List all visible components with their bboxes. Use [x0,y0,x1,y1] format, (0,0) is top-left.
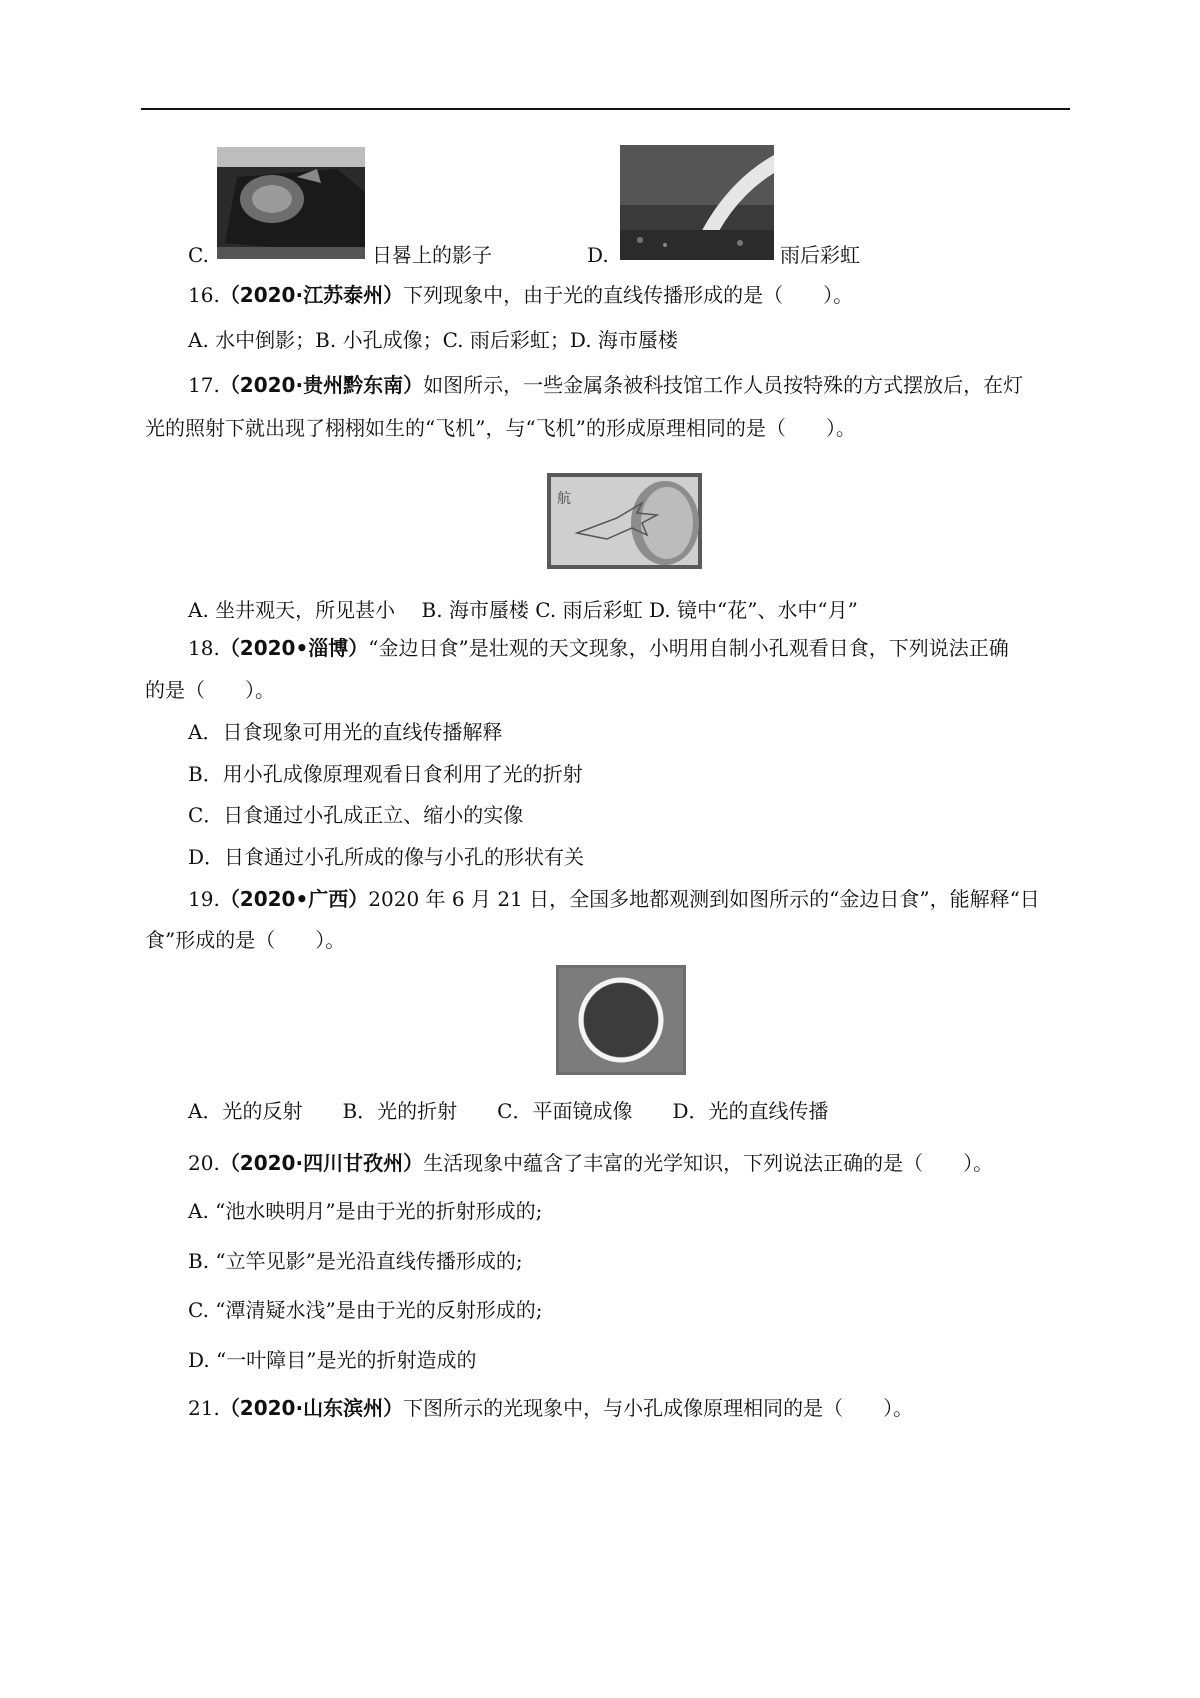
q17-number: 17. [188,373,220,397]
q17-options: A. 坐井观天，所见甚小 B. 海市蜃楼 C. 雨后彩虹 D. 镜中“花”、水中“月” [188,598,858,622]
q18-question-part1: “金边日食”是壮观的天文现象，小明用自制小孔观看日食，下列说法正确 [368,636,1009,660]
q16-question: 下列现象中，由于光的直线传播形成的是（ ）。 [403,283,854,307]
svg-text:航: 航 [557,491,571,507]
q21-stem [188,1394,913,1422]
header-rule [141,108,1070,110]
q20-source: （2020·四川甘孜州） [219,1151,424,1175]
q18-source: （2020•淄博） [219,636,369,660]
q17-source: （2020·贵州黔东南） [219,373,424,397]
q17-question-part1: 如图所示，一些金属条被科技馆工作人员按特殊的方式摆放后，在灯 [423,373,1024,397]
q18-stem-line1 [188,634,1009,662]
q18-stem-line2: 的是（ ）。 [145,678,275,702]
q19-number: 19. [188,887,220,911]
q16-options: A. 水中倒影；B. 小孔成像；C. 雨后彩虹；D. 海市蜃楼 [188,328,678,352]
q18-option-b: B．用小孔成像原理观看日食利用了光的折射 [188,762,583,786]
q19-source: （2020•广西） [219,887,369,911]
q19-question-part1: 2020 年 6 月 21 日，全国多地都观测到如图所示的“金边日食”，能解释“日 [368,887,1040,911]
q21-question: 下图所示的光现象中，与小孔成像原理相同的是（ ）。 [403,1396,914,1420]
q21-number: 21. [188,1396,220,1420]
q18-number: 18. [188,636,220,660]
q18-option-d: D．日食通过小孔所成的像与小孔的形状有关 [188,845,585,869]
airplane-light-photo [547,473,702,569]
q18-option-a: A．日食现象可用光的直线传播解释 [188,720,503,744]
q19-options: A．光的反射 B．光的折射 C．平面镜成像 D．光的直线传播 [188,1099,829,1123]
q20-option-d: D. “一叶障目”是光的折射造成的 [188,1348,477,1372]
q15-option-d-text: 雨后彩虹 [780,243,860,267]
q18-option-c: C．日食通过小孔成正立、缩小的实像 [188,803,524,827]
sundial-shadow-photo [217,147,365,259]
q16-number: 16. [188,283,220,307]
q15-option-c-text: 日晷上的影子 [372,243,492,267]
q20-question: 生活现象中蕴含了丰富的光学知识，下列说法正确的是（ ）。 [423,1151,994,1175]
q16-stem [188,281,853,309]
q17-stem-line1 [188,371,1023,399]
q17-stem-line2: 光的照射下就出现了栩栩如生的“飞机”，与“飞机”的形成原理相同的是（ ）。 [145,416,856,440]
q21-source: （2020·山东滨州） [219,1396,404,1420]
q19-stem-line1 [188,885,1040,913]
q20-stem [188,1149,993,1177]
rainbow-photo [620,145,774,260]
q15-option-d-letter: D. [587,243,609,267]
q20-number: 20. [188,1151,220,1175]
annular-eclipse-photo [556,965,686,1075]
q19-stem-line2: 食”形成的是（ ）。 [145,928,346,952]
q20-option-a: A. “池水映明月”是由于光的折射形成的; [188,1199,543,1223]
q20-option-b: B. “立竿见影”是光沿直线传播形成的; [188,1249,523,1273]
q15-option-c-letter: C. [188,243,209,267]
q16-source: （2020·江苏泰州） [219,283,404,307]
q20-option-c: C. “潭清疑水浅”是由于光的反射形成的; [188,1298,543,1322]
